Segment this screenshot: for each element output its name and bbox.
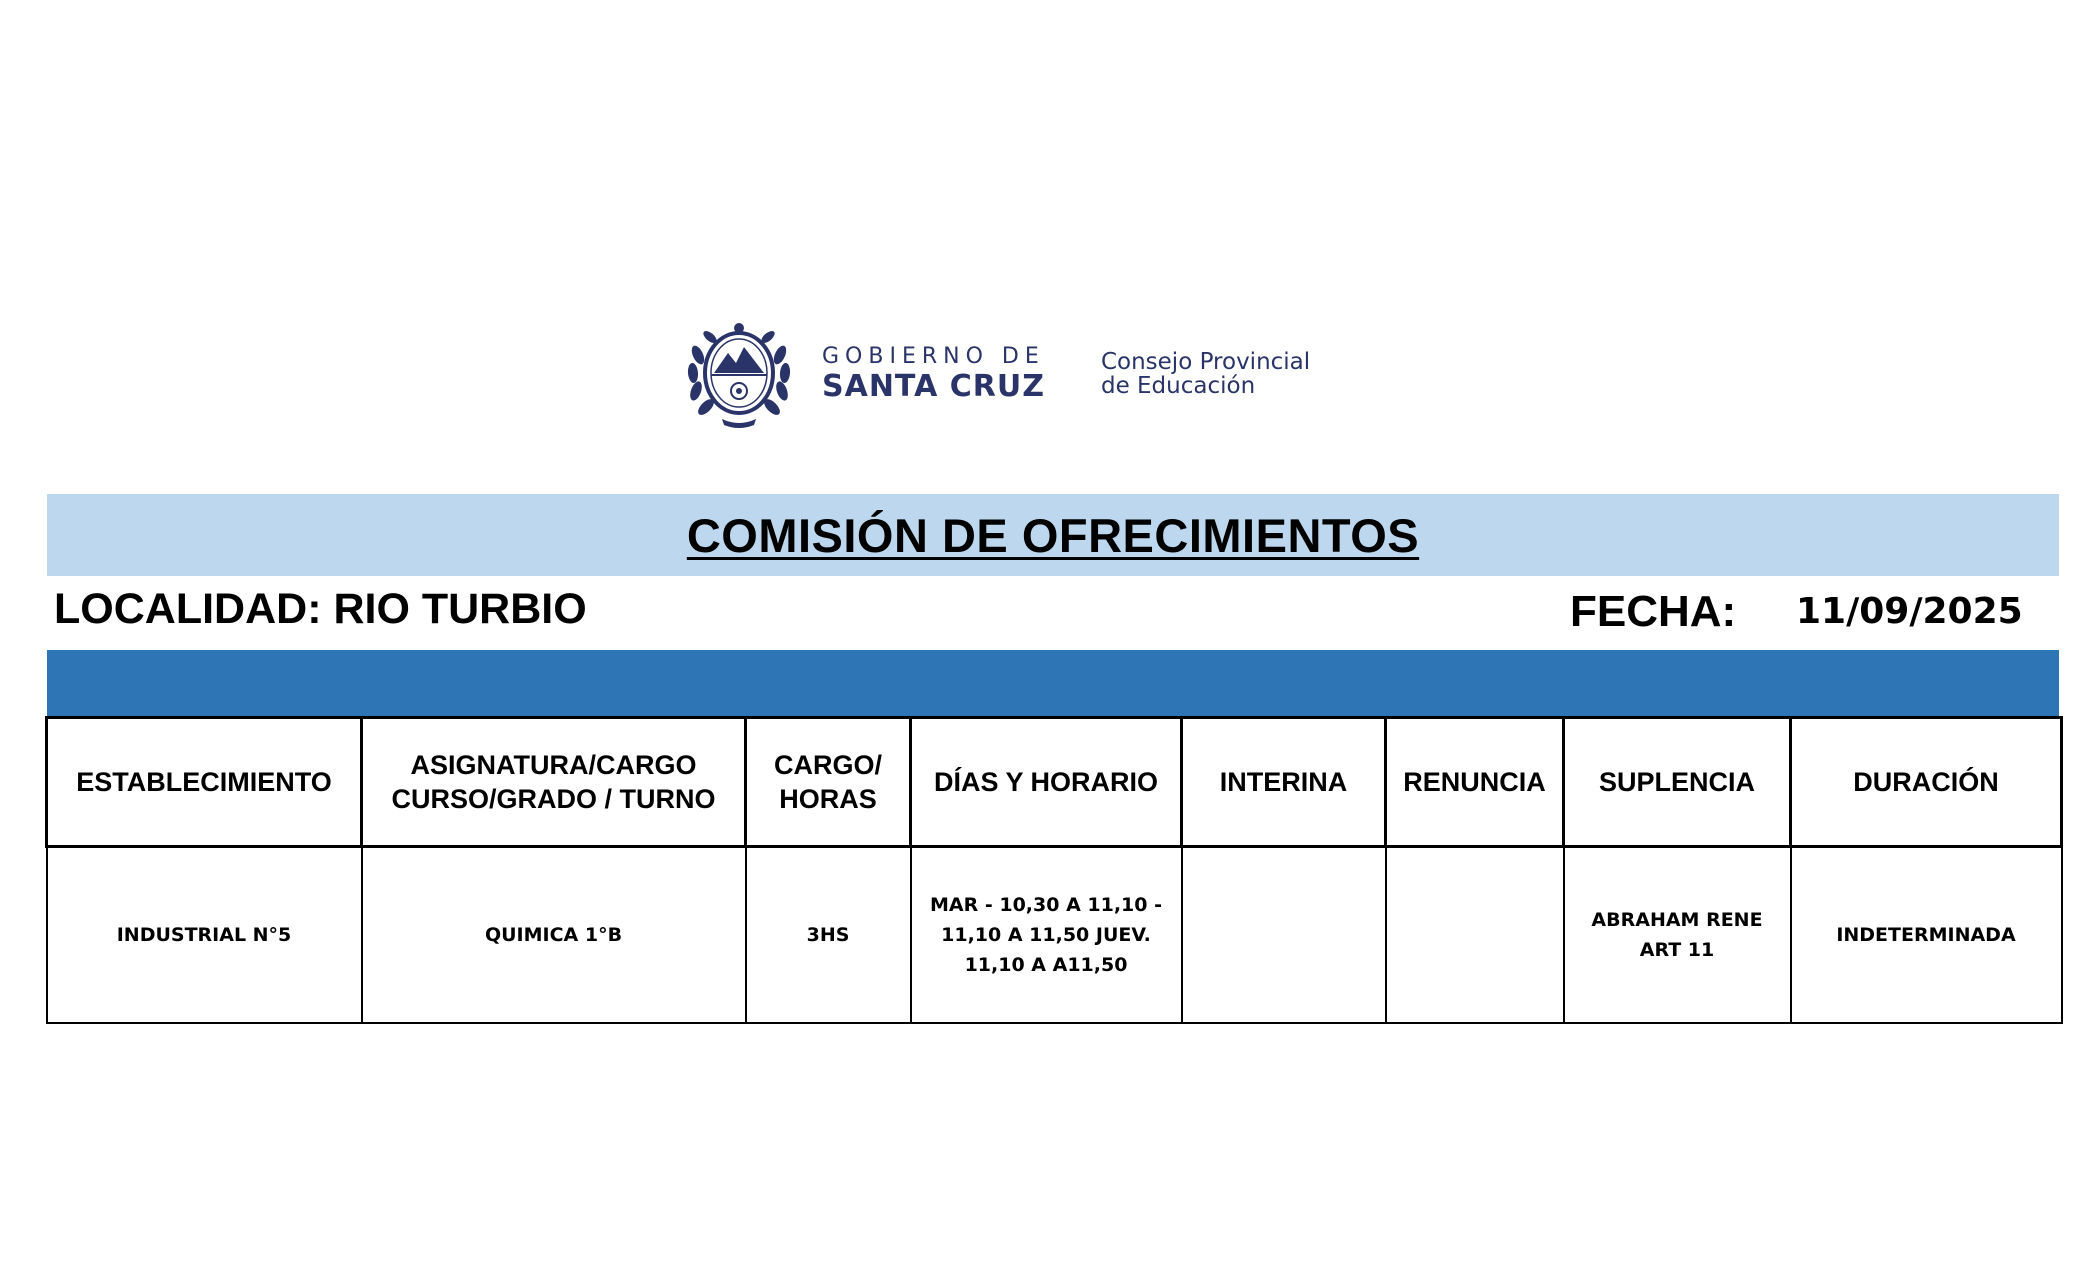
header-asignatura xyxy=(362,718,746,847)
header-asignatura-line2: CURSO/GRADO / TURNO xyxy=(391,784,716,814)
cell-renuncia xyxy=(1386,847,1564,1024)
header-interina xyxy=(1182,718,1386,847)
header-renuncia-label: RENUNCIA xyxy=(1403,767,1546,797)
header-cargo-line2: HORAS xyxy=(779,784,877,814)
fecha-label: FECHA: xyxy=(1570,587,1737,636)
council-line2: de Educación xyxy=(1100,373,1256,399)
blue-band xyxy=(47,650,2059,716)
header-interina-label: INTERINA xyxy=(1219,767,1348,797)
header-cargo-line1: CARGO/ xyxy=(774,750,882,780)
cell-cargo-horas: 3HS xyxy=(746,847,911,1024)
cell-dias-horario: MAR - 10,30 A 11,10 - 11,10 A 11,50 JUEV. 11,10 A A11,50 xyxy=(911,847,1182,1024)
header-renuncia xyxy=(1386,718,1564,847)
page-title: COMISIÓN DE OFRECIMIENTOS xyxy=(686,508,1420,562)
provincial-seal-icon xyxy=(684,315,794,433)
government-wordmark xyxy=(822,344,1045,404)
cell-duracion: INDETERMINADA xyxy=(1791,847,2062,1024)
title-band xyxy=(47,494,2059,576)
council-line1: Consejo Provincial xyxy=(1100,349,1311,375)
header-suplencia-label: SUPLENCIA xyxy=(1598,767,1755,797)
localidad-label: LOCALIDAD: RIO TURBIO xyxy=(54,585,587,633)
header-dias-label: DÍAS Y HORARIO xyxy=(933,767,1159,797)
header-establecimiento-label: ESTABLECIMIENTO xyxy=(76,767,332,797)
header-dias-horario xyxy=(911,718,1182,847)
header-suplencia xyxy=(1564,718,1791,847)
logo-header xyxy=(684,314,1310,434)
header-duracion xyxy=(1791,718,2062,847)
council-name xyxy=(1101,350,1310,398)
government-line2: SANTA CRUZ xyxy=(822,369,1045,404)
offers-table xyxy=(45,716,2063,1024)
table-row xyxy=(47,847,2062,1024)
header-cargo-horas xyxy=(746,718,911,847)
cell-establecimiento: INDUSTRIAL N°5 xyxy=(47,847,362,1024)
header-establecimiento xyxy=(47,718,362,847)
government-line1: GOBIERNO DE xyxy=(822,344,1045,369)
header-duracion-label: DURACIÓN xyxy=(1853,767,1999,797)
cell-asignatura: QUIMICA 1°B xyxy=(362,847,746,1024)
table-header-row xyxy=(47,718,2062,847)
cell-suplencia: ABRAHAM RENE ART 11 xyxy=(1564,847,1791,1024)
header-asignatura-line1: ASIGNATURA/CARGO xyxy=(410,750,697,780)
cell-interina xyxy=(1182,847,1386,1024)
fecha-value: 11/09/2025 xyxy=(1796,591,2023,632)
